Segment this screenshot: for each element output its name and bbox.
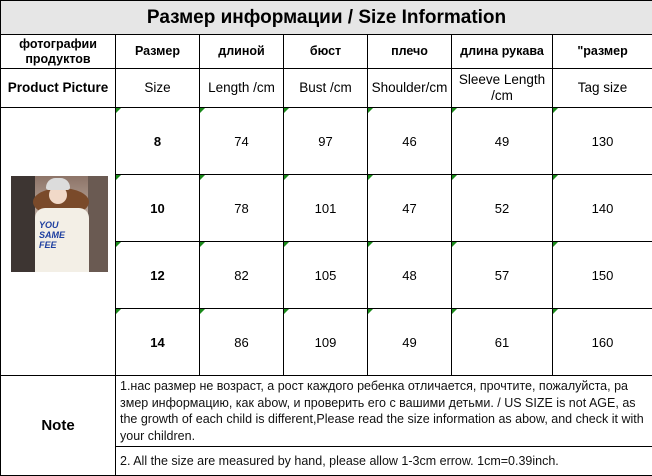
- header-ru-picture: фотографии продуктов: [1, 35, 116, 69]
- sleeve-cell: 49: [452, 108, 553, 175]
- photo-print-text: YOU SAME FEE: [39, 220, 79, 250]
- sleeve-cell: 61: [452, 309, 553, 376]
- header-en-picture: Product Picture: [1, 69, 116, 108]
- length-cell: 86: [200, 309, 284, 376]
- tag-cell: 140: [553, 175, 652, 242]
- header-ru-shoulder: плечо: [368, 35, 452, 69]
- shoulder-cell: 46: [368, 108, 452, 175]
- header-en-length: Length /cm: [200, 69, 284, 108]
- header-en-size: Size: [116, 69, 200, 108]
- shoulder-cell: 47: [368, 175, 452, 242]
- note-text-2: 2. All the size are measured by hand, please allow 1-3cm errow. 1cm=0.39inch.: [116, 447, 652, 476]
- product-picture-cell: [1, 108, 116, 376]
- bust-cell: 101: [284, 175, 368, 242]
- header-en-tag: Tag size: [553, 69, 652, 108]
- table-row: [1, 108, 652, 175]
- bust-cell: 109: [284, 309, 368, 376]
- tag-cell: 150: [553, 242, 652, 309]
- bust-cell: 97: [284, 108, 368, 175]
- header-ru-length: длиной: [200, 35, 284, 69]
- size-cell: 14: [116, 309, 200, 376]
- bust-cell: 105: [284, 242, 368, 309]
- size-cell: 12: [116, 242, 200, 309]
- header-ru-tag: "размер: [553, 35, 652, 69]
- header-en-sleeve: Sleeve Length /cm: [452, 69, 553, 108]
- table-title: Размер информации / Size Information: [1, 1, 652, 35]
- length-cell: 78: [200, 175, 284, 242]
- shoulder-cell: 48: [368, 242, 452, 309]
- sleeve-cell: 57: [452, 242, 553, 309]
- size-cell: 10: [116, 175, 200, 242]
- shoulder-cell: 49: [368, 309, 452, 376]
- length-cell: 74: [200, 108, 284, 175]
- note-label: Note: [1, 376, 116, 476]
- tag-cell: 160: [553, 309, 652, 376]
- sleeve-cell: 52: [452, 175, 553, 242]
- product-photo: [11, 176, 108, 272]
- header-ru-bust: бюст: [284, 35, 368, 69]
- size-cell: 8: [116, 108, 200, 175]
- header-ru-sleeve: длина рукава: [452, 35, 553, 69]
- length-cell: 82: [200, 242, 284, 309]
- header-ru-size: Размер: [116, 35, 200, 69]
- header-en-bust: Bust /cm: [284, 69, 368, 108]
- header-en-shoulder: Shoulder/cm: [368, 69, 452, 108]
- note-text-1: 1.нас размер не возраст, а рост каждого ребенка отличается, прочтите, пожалуйста, ра змер информацию, как abow, и проверить его с вашими детьми. / US SIZE is not AGE, as the growth of each child is different,Please read the size information as abow, and check it with your children.: [116, 376, 652, 447]
- tag-cell: 130: [553, 108, 652, 175]
